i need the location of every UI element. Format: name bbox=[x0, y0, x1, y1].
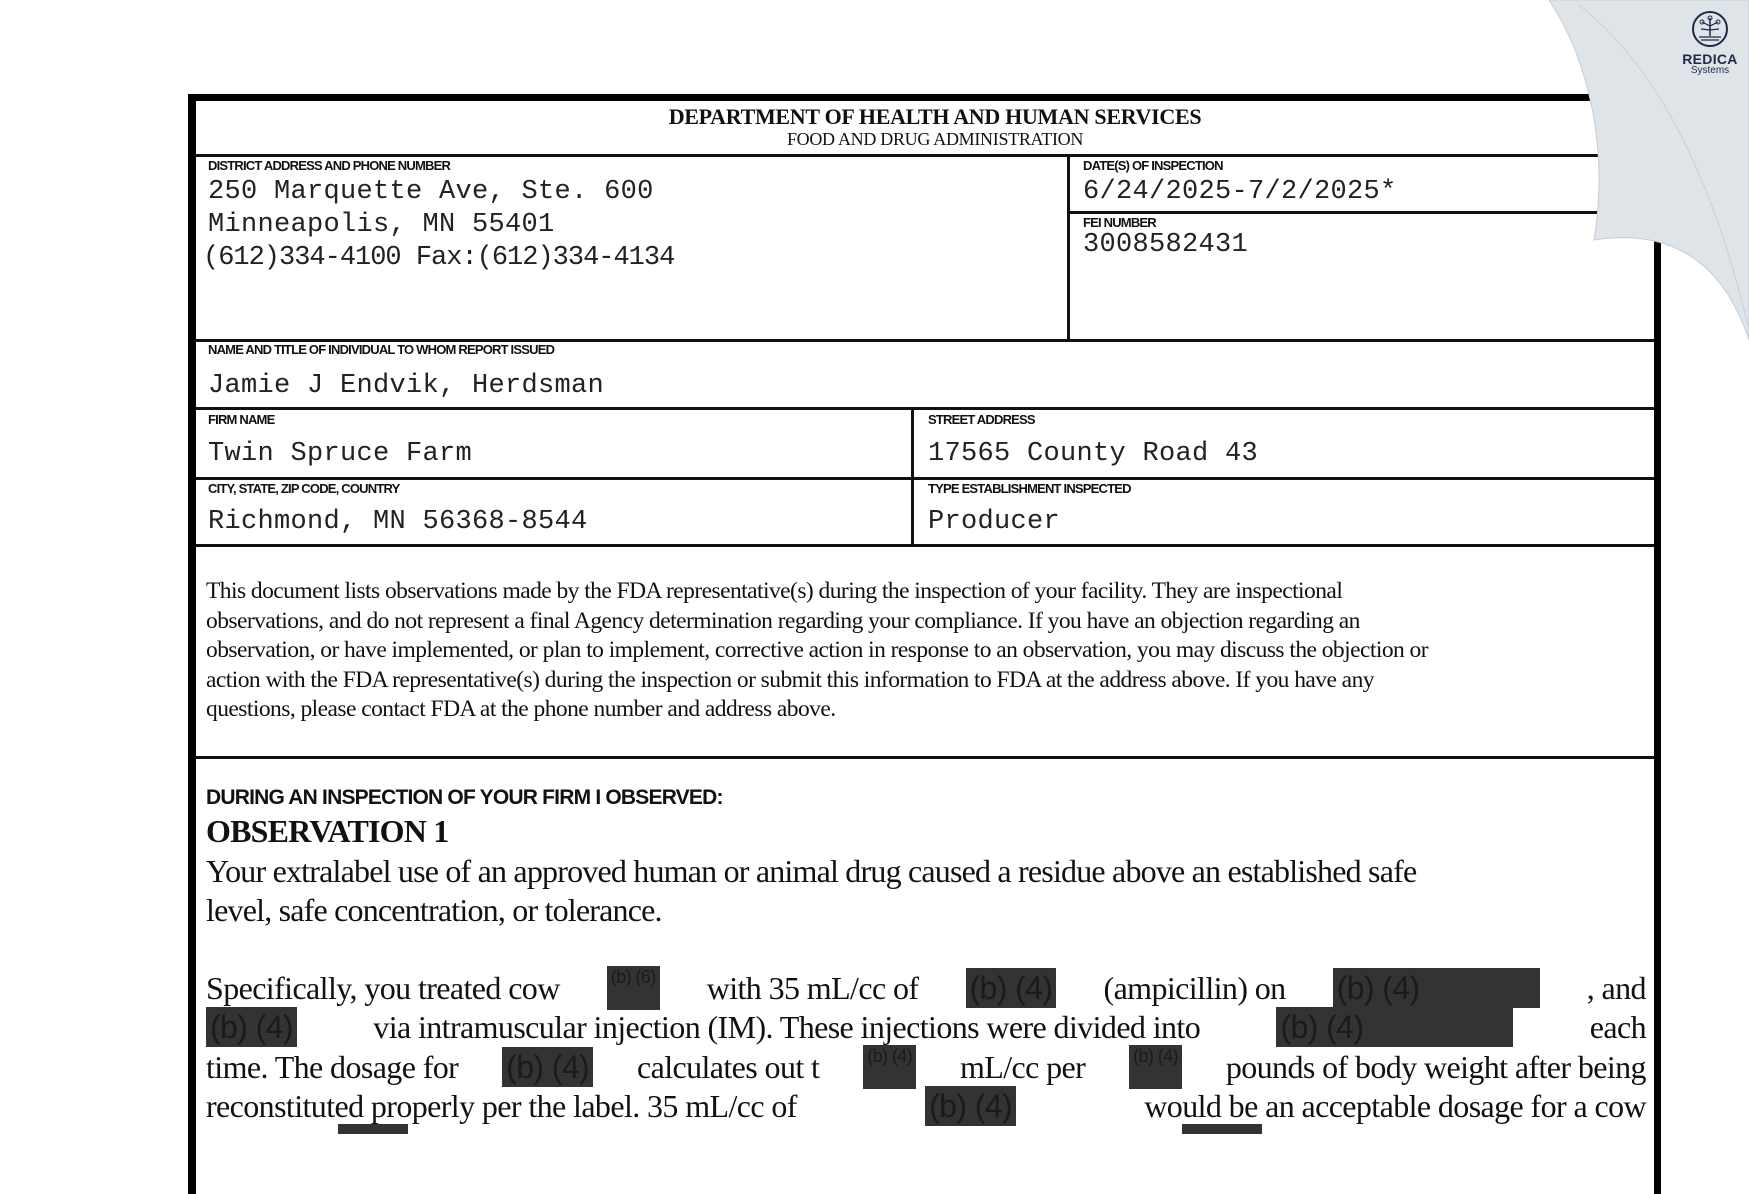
redaction-box: (b) (4) bbox=[863, 1045, 916, 1089]
divider bbox=[196, 756, 1654, 759]
redica-logo-icon bbox=[1691, 10, 1729, 48]
divider bbox=[1067, 155, 1070, 341]
body-text: mL/cc per bbox=[959, 1048, 1086, 1085]
district-line-1: 250 Marquette Ave, Ste. 600 bbox=[208, 177, 654, 207]
recipient-label: NAME AND TITLE OF INDIVIDUAL TO WHOM REPORT ISSUED bbox=[208, 342, 555, 357]
establishment-type-value: Producer bbox=[928, 507, 1061, 537]
observation-body-line bbox=[206, 1007, 1646, 1047]
divider bbox=[196, 544, 1654, 547]
redaction-box: (b) (6) bbox=[607, 966, 660, 1010]
redaction-box: (b) (4) bbox=[1333, 968, 1540, 1008]
body-text: , and bbox=[1586, 969, 1646, 1006]
firm-value: Twin Spruce Farm bbox=[208, 439, 473, 469]
redaction-box: (b) (4) bbox=[502, 1047, 593, 1087]
body-text: (ampicillin) on bbox=[1103, 969, 1286, 1006]
fei-value: 3008582431 bbox=[1083, 230, 1249, 260]
disclaimer-text bbox=[206, 577, 1646, 725]
observation-summary-line: level, safe concentration, or tolerance. bbox=[206, 892, 662, 928]
body-text: pounds of body weight after being bbox=[1225, 1048, 1646, 1085]
inspection-dates-value: 6/24/2025-7/2/2025* bbox=[1083, 177, 1397, 207]
department-title: DEPARTMENT OF HEALTH AND HUMAN SERVICES bbox=[668, 104, 1202, 129]
divider bbox=[196, 407, 1654, 410]
city-label: CITY, STATE, ZIP CODE, COUNTRY bbox=[208, 481, 400, 496]
district-line-2: Minneapolis, MN 55401 bbox=[208, 210, 555, 240]
disclaimer-line: observation, or have implemented, or plan to implement, corrective action in response to an observation, you may discuss the objection or bbox=[206, 637, 1429, 663]
observation-body-line bbox=[206, 968, 1646, 1008]
redaction-box: (b) (4) bbox=[1129, 1045, 1182, 1089]
street-label: STREET ADDRESS bbox=[928, 412, 1035, 427]
redaction-box: (b) (4) bbox=[966, 968, 1057, 1008]
agency-title: FOOD AND DRUG ADMINISTRATION bbox=[786, 129, 1084, 149]
redaction-box: (b) (4) bbox=[925, 1086, 1016, 1126]
redica-sub: Systems bbox=[1690, 65, 1730, 76]
redaction-box bbox=[338, 1124, 408, 1134]
disclaimer-line: questions, please contact FDA at the phone number and address above. bbox=[206, 696, 836, 722]
inspection-dates-label: DATE(S) OF INSPECTION bbox=[1083, 158, 1223, 173]
body-text: calculates out t bbox=[637, 1048, 820, 1085]
observation-summary-line: Your extralabel use of an approved human or animal drug caused a residue above an established safe bbox=[206, 853, 1417, 889]
divider bbox=[196, 154, 1654, 157]
divider bbox=[196, 477, 1654, 480]
redaction-box: (b) (4) bbox=[1276, 1007, 1513, 1047]
redaction-box: (b) (4) bbox=[206, 1007, 297, 1047]
body-text: via intramuscular injection (IM). These injections were divided into bbox=[373, 1008, 1201, 1045]
observations-intro: DURING AN INSPECTION OF YOUR FIRM I OBSERVED: bbox=[206, 786, 723, 809]
recipient-value: Jamie J Endvik, Herdsman bbox=[208, 371, 605, 401]
redica-brand: REDICA bbox=[1682, 51, 1738, 67]
body-text: reconstituted properly per the label. 35 mL/cc of bbox=[206, 1087, 797, 1124]
body-text: would be an acceptable dosage for a cow bbox=[1144, 1087, 1646, 1124]
disclaimer-line: action with the FDA representative(s) during the inspection or submit this information to FDA at the address above. If you have any bbox=[206, 666, 1374, 693]
street-value: 17565 County Road 43 bbox=[928, 439, 1259, 469]
observation-summary bbox=[206, 852, 1646, 930]
district-phone: (612)334-4100 Fax:(612)334-4134 bbox=[203, 243, 675, 273]
establishment-type-label: TYPE ESTABLISHMENT INSPECTED bbox=[928, 481, 1131, 496]
city-value: Richmond, MN 56368-8544 bbox=[208, 507, 588, 537]
district-label: DISTRICT ADDRESS AND PHONE NUMBER bbox=[208, 158, 451, 173]
observation-title: OBSERVATION 1 bbox=[206, 813, 449, 849]
body-text: time. The dosage for bbox=[206, 1048, 459, 1085]
fei-label: FEI NUMBER bbox=[1083, 215, 1156, 230]
redaction-box bbox=[1182, 1124, 1262, 1134]
disclaimer-line: observations, and do not represent a final Agency determination regarding your compliance. If you have an objection regarding an bbox=[206, 607, 1360, 634]
firm-label: FIRM NAME bbox=[208, 412, 275, 427]
disclaimer-line: This document lists observations made by the FDA representative(s) during the inspection of your facility. They are inspectional bbox=[206, 578, 1343, 604]
body-text: with 35 mL/cc of bbox=[706, 969, 919, 1006]
body-text: each bbox=[1589, 1008, 1646, 1045]
body-text: Specifically, you treated cow bbox=[206, 969, 560, 1006]
observation-body-line bbox=[206, 1047, 1646, 1087]
observation-body-line bbox=[206, 1086, 1646, 1126]
